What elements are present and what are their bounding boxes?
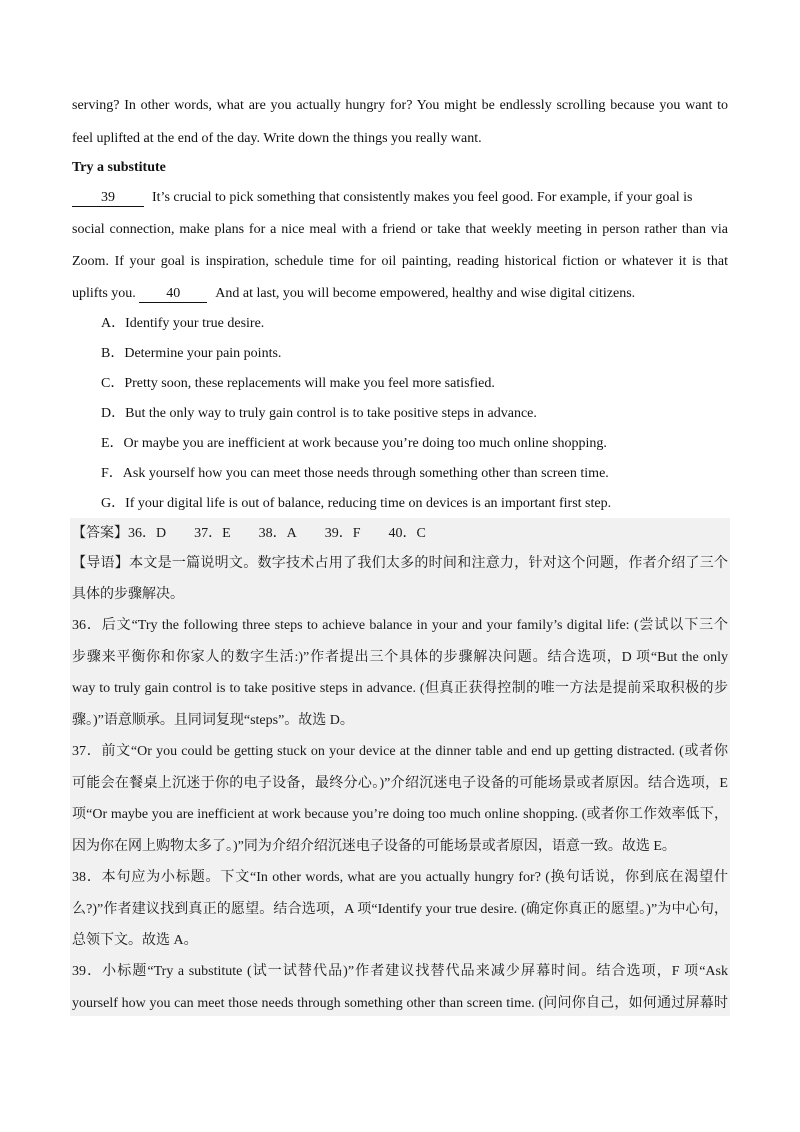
blank-39: 39 (72, 190, 144, 207)
section-heading: Try a substitute (72, 160, 166, 175)
explanation-line-2: 具体的步骤解决。 (72, 587, 184, 602)
option-f: F．Ask yourself how you can meet those needs through something other than screen time. (101, 466, 609, 481)
blank-40: 40 (139, 286, 207, 303)
explanation-line-13: 总领下文。故选 A。 (72, 933, 198, 948)
paragraph-line-2: social connection, make plans for a nice meal with a friend or take that weekly meeting in person rather than via (72, 222, 728, 237)
option-d: D．But the only way to truly gain control is to take positive steps in advance. (101, 406, 537, 421)
paragraph-line-1-text: It’s crucial to pick something that consistently makes you feel good. For example, if your goal is (152, 190, 693, 205)
option-e: E．Or maybe you are inefficient at work because you’re doing too much online shopping. (101, 436, 607, 451)
explanation-line-9: 项“Or maybe you are inefficient at work because you’re doing too much online shopping. (或者你工作效率低下， (72, 807, 728, 822)
paragraph-line-1 (72, 188, 728, 208)
explanation-line-1: 【导语】本文是一篇说明文。数字技术占用了我们太多的时间和注意力，针对这个问题，作者介绍了三个 (72, 556, 728, 571)
intro-line-1: serving? In other words, what are you actually hungry for? You might be endlessly scrolling because you want to (72, 98, 728, 113)
option-g: G．If your digital life is out of balance, reducing time on devices is an important first step. (101, 496, 612, 511)
explanation-line-11: 38．本句应为小标题。下文“In other words, what are you actually hungry for? (换句话说，你到底在渴望什 (72, 870, 728, 885)
paragraph-line-3: Zoom. If your goal is inspiration, schedule time for oil painting, reading historical fiction or whatever it is that (72, 254, 728, 269)
answer-line: 【答案】36．D 37．E 38．A 39．F 40．C (72, 526, 426, 541)
paragraph-line-4-post: And at last, you will become empowered, healthy and wise digital citizens. (215, 286, 636, 301)
explanation-line-10: 因为你在网上购物太多了。)”同为介绍介绍沉迷电子设备的可能场景或者原因，语意一致。故选 E。 (72, 839, 676, 854)
intro-line-2: feel uplifted at the end of the day. Write down the things you really want. (72, 131, 482, 146)
explanation-line-12: 么?)”作者建议找到真正的愿望。结合选项，A 项“Identify your true desire. (确定你真正的愿望。)”为中心句， (72, 902, 728, 917)
option-b: B．Determine your pain points. (101, 346, 282, 361)
explanation-line-7: 37．前文“Or you could be getting stuck on your device at the dinner table and end up getting distracted. (或者你 (72, 744, 728, 759)
explanation-line-8: 可能会在餐桌上沉迷于你的电子设备，最终分心。)”介绍沉迷电子设备的可能场景或者原因。结合选项，E (72, 776, 728, 791)
option-a: A．Identify your true desire. (101, 316, 265, 331)
explanation-line-6: 骤。)”语意顺承。且同词复现“steps”。故选 D。 (72, 713, 354, 728)
paragraph-line-4-pre: uplifts you. (72, 286, 136, 301)
option-c: C．Pretty soon, these replacements will make you feel more satisfied. (101, 376, 495, 391)
explanation-line-4: 步骤来平衡你和你家人的数字生活:)”作者提出三个具体的步骤解决问题。结合选项，D 项“But the only (72, 650, 728, 665)
explanation-line-15: yourself how you can meet those needs through something other than screen time. (问问你自己，如何通过屏幕时 (72, 996, 728, 1011)
explanation-line-14: 39．小标题“Try a substitute (试一试替代品)”作者建议找替代品来减少屏幕时间。结合选项，F 项“Ask (72, 964, 728, 979)
explanation-line-3: 36．后文“Try the following three steps to achieve balance in your and your family’s digital life: (尝试以下三个 (72, 618, 728, 633)
explanation-line-5: way to truly gain control is to take positive steps in advance. (但真正获得控制的唯一方法是提前采取积极的步 (72, 681, 728, 696)
paragraph-line-4 (72, 284, 728, 304)
